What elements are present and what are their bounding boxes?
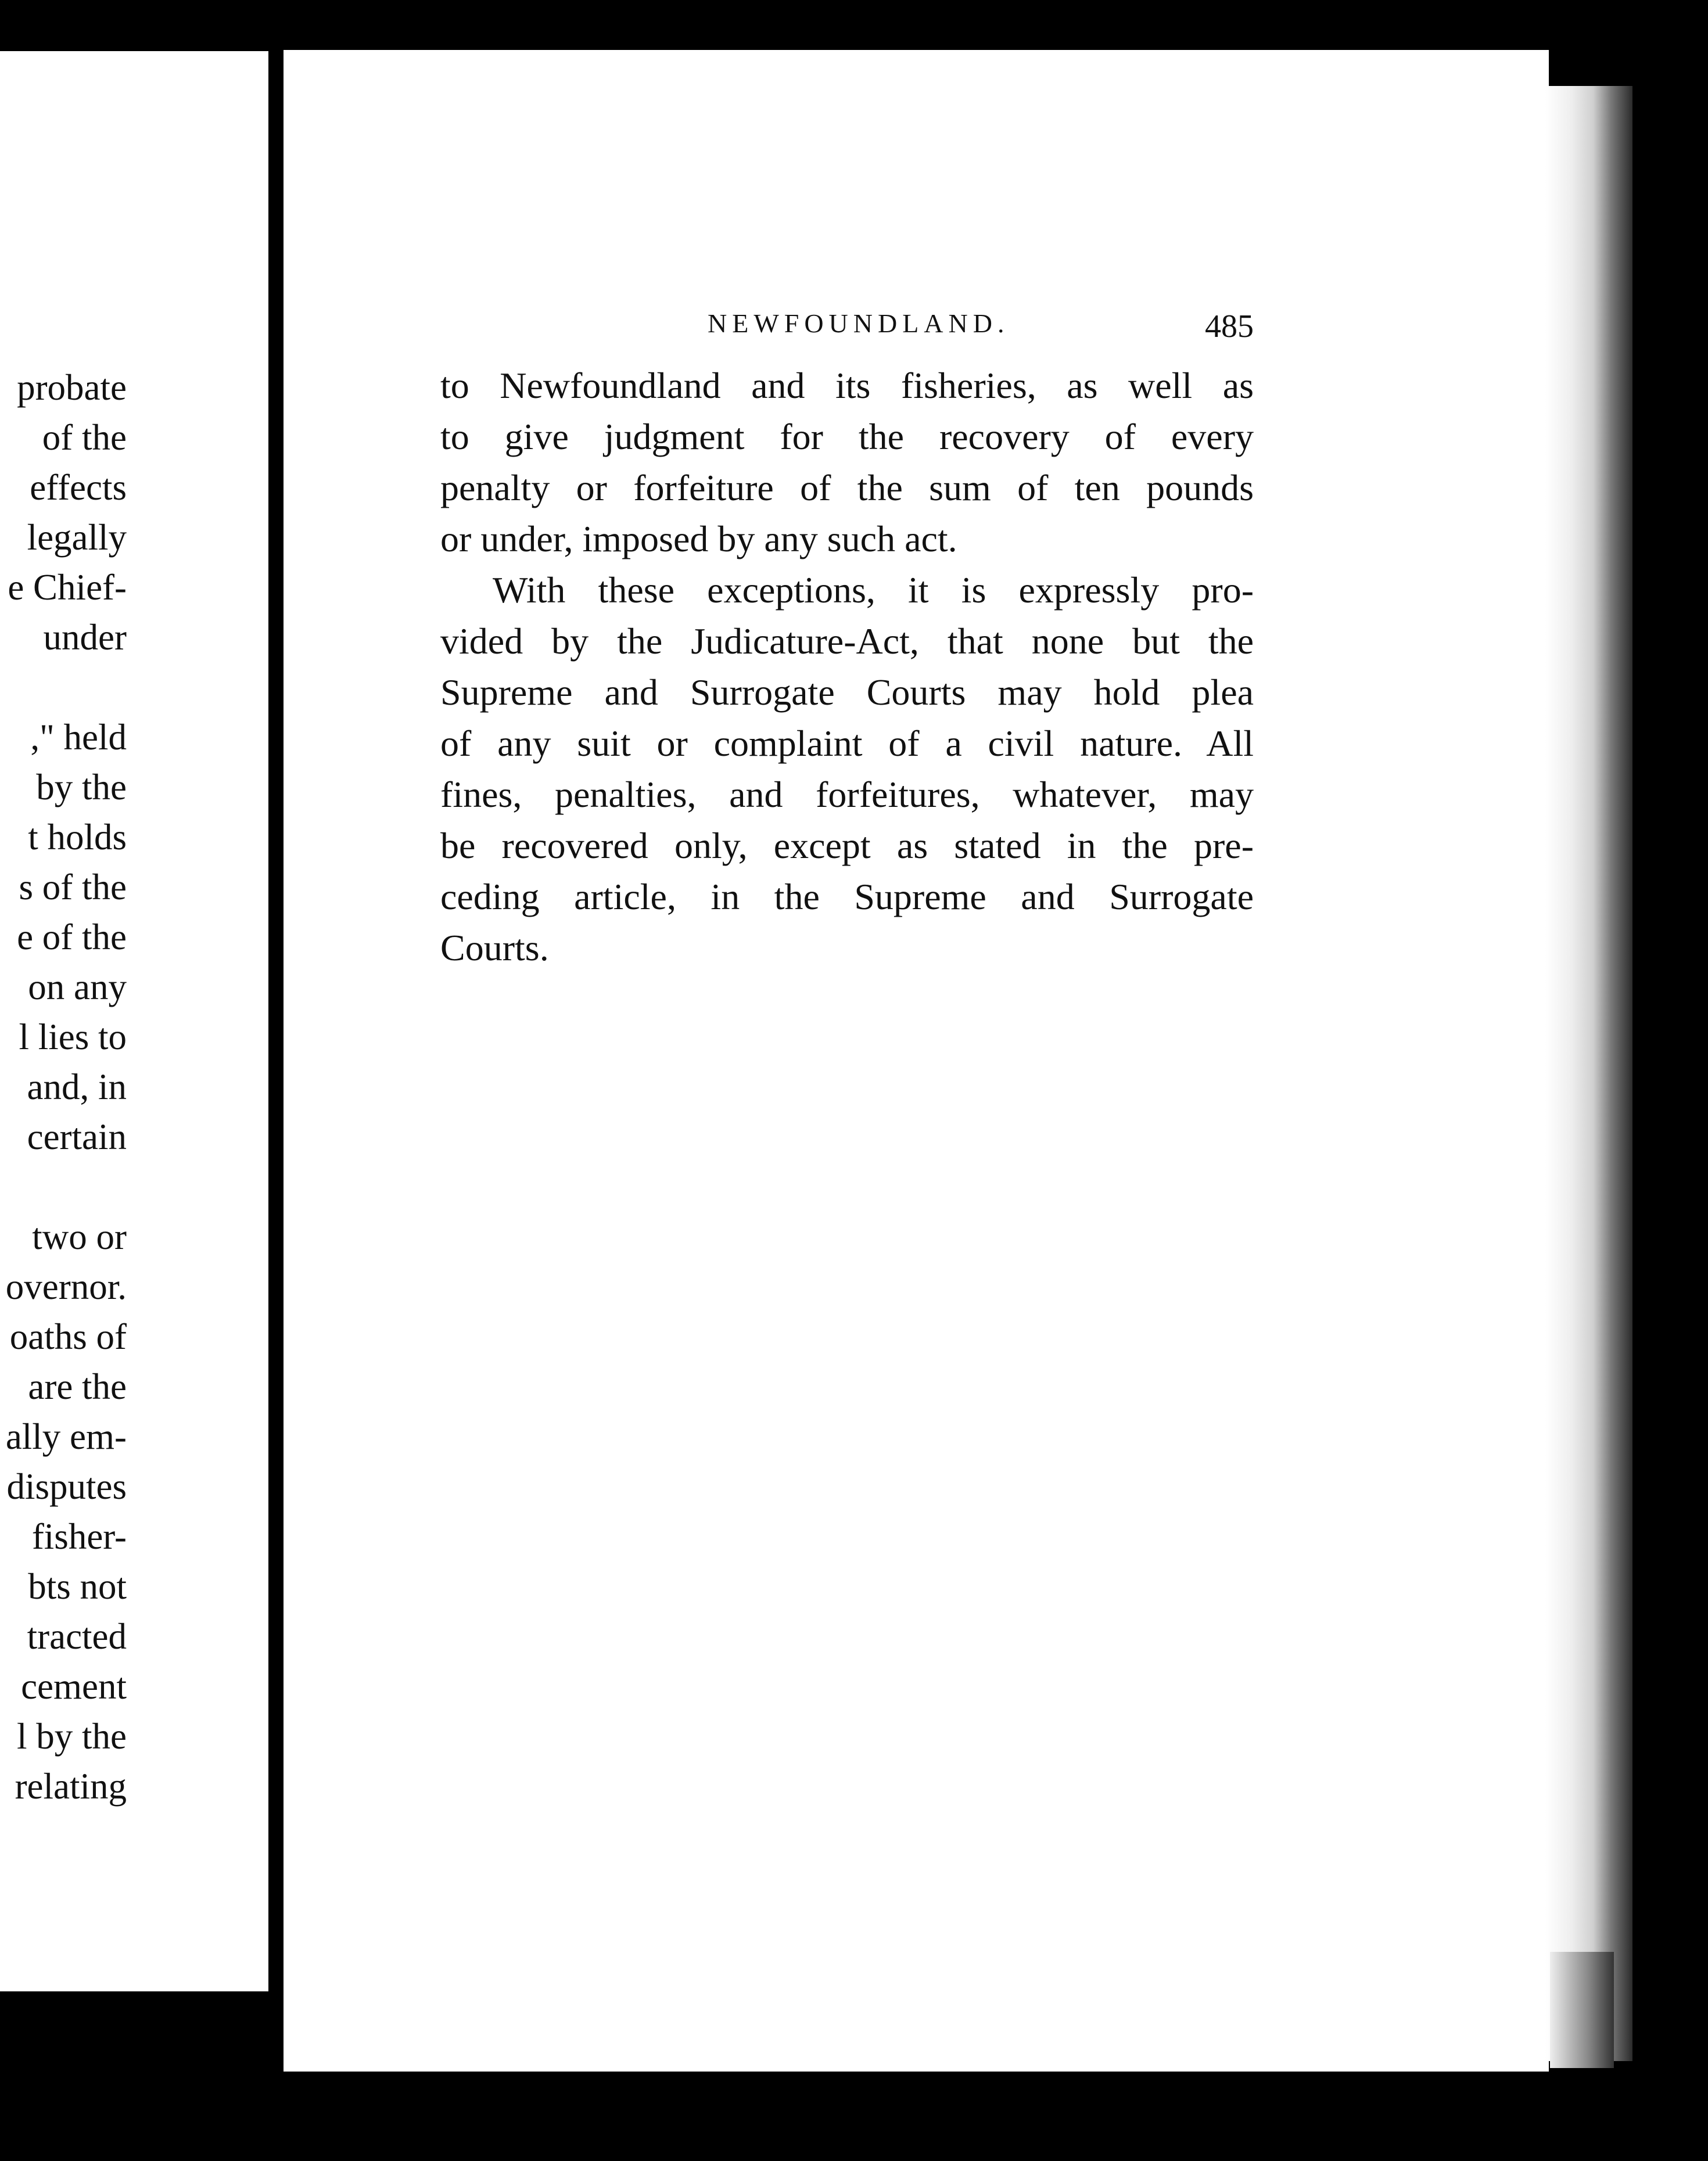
left-line: disputes (6, 1466, 127, 1507)
text-line: to Newfoundland and its fisheries, as well as (440, 365, 1254, 406)
left-line: ally em- (5, 1416, 127, 1457)
left-line: fisher- (31, 1516, 127, 1557)
left-line: overnor. (5, 1266, 127, 1307)
book-gutter (268, 51, 284, 1991)
paragraph (440, 360, 1254, 565)
left-line: and, in (27, 1067, 127, 1107)
left-page (0, 51, 268, 1991)
left-line: on any (28, 967, 127, 1007)
text-line: of any suit or complaint of a civil nature. All (440, 723, 1254, 764)
left-line: l lies to (19, 1017, 127, 1057)
left-line: relating (15, 1766, 127, 1807)
left-line: certain (27, 1117, 127, 1157)
page-header (708, 308, 1265, 354)
left-line: effects (30, 467, 127, 508)
text-line: fines, penalties, and forfeitures, whatever, may (440, 774, 1254, 815)
left-line: under (43, 617, 127, 658)
left-line: tracted (27, 1616, 127, 1657)
left-line: of the (42, 417, 127, 458)
text-line: With these exceptions, it is expressly pro- (493, 569, 1254, 611)
left-line: probate (17, 367, 127, 408)
left-line: s of the (19, 867, 127, 907)
left-line: are the (28, 1366, 127, 1407)
body-text (440, 360, 1254, 974)
text-line: vided by the Judicature-Act, that none but the (440, 620, 1254, 662)
text-line: ceding article, in the Supreme and Surrogate (440, 876, 1254, 917)
left-line: cement (21, 1666, 127, 1707)
left-line: ," held (30, 717, 127, 758)
left-line: by the (36, 767, 127, 807)
left-line: oaths of (9, 1316, 127, 1357)
text-line: or under, imposed by any such act. (440, 518, 957, 559)
text-line: penalty or forfeiture of the sum of ten pounds (440, 467, 1254, 508)
paragraph (440, 565, 1254, 974)
left-line: l by the (17, 1716, 127, 1757)
running-head: NEWFOUNDLAND. (708, 308, 1010, 338)
left-line: bts not (28, 1566, 127, 1607)
page-edge-bottom-shadow (1550, 1952, 1614, 2068)
left-line: two or (32, 1216, 127, 1257)
text-line: to give judgment for the recovery of every (440, 416, 1254, 457)
left-line: e Chief- (8, 567, 127, 608)
text-line: Supreme and Surrogate Courts may hold plea (440, 672, 1254, 713)
page-number: 485 (1205, 308, 1254, 344)
page-edge-shadow (1545, 86, 1632, 2061)
text-line: be recovered only, except as stated in the pre- (440, 825, 1254, 866)
left-line: t holds (28, 817, 127, 857)
text-line: Courts. (440, 927, 549, 968)
left-line: legally (27, 517, 127, 558)
left-line: e of the (17, 917, 127, 957)
